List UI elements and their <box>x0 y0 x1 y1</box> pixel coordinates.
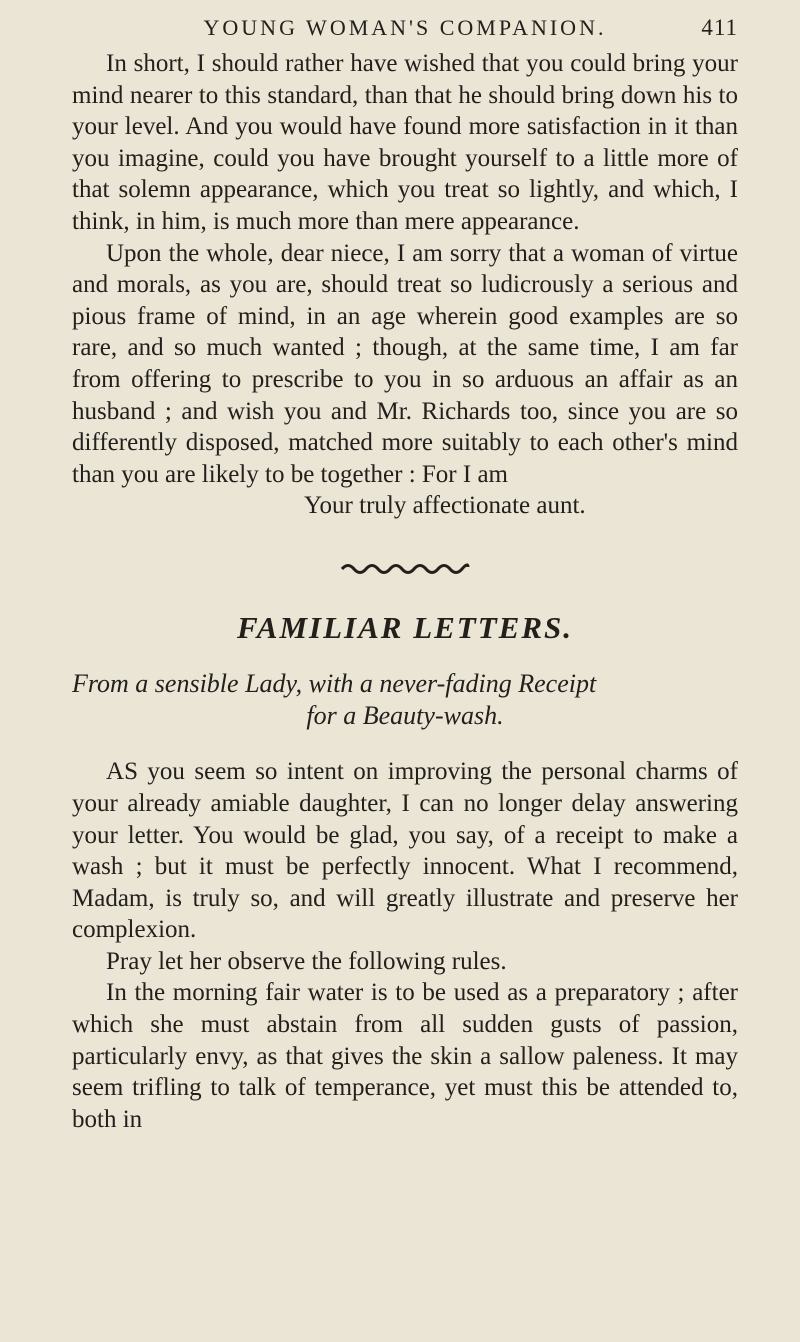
running-head <box>72 8 738 48</box>
letter-heading <box>72 668 738 732</box>
paragraph: AS you seem so intent on improving the personal charms of your already amiable daughter, I can no longer delay answering your letter. You would be glad, you say, of a receipt to make a wash ; but it must be perfectly innocent. What I recommend, Madam, is truly so, and will greatly illustrate and preserve her complexion. <box>72 758 738 944</box>
new-letter <box>72 756 738 1135</box>
section-title: FAMILIAR LETTERS. <box>236 610 574 646</box>
ornament-wave-icon <box>340 560 470 574</box>
continued-letter <box>72 48 738 490</box>
decorative-rule <box>72 544 738 590</box>
page-number: 411 <box>701 15 738 40</box>
paragraph: Upon the whole, dear niece, I am sorry that a woman of virtue and morals, as you are, should treat so ludicrously a serious and pious frame of mind, in an age wherein good examples are so rare, and so much wanted ; though, at the same time, I am far from offering to prescribe to you in so arduous an affair as an husband ; and wish you and Mr. Richards too, since you are so differently disposed, matched more suitably to each other's mind than you are likely to be together : For I am <box>72 239 738 488</box>
letter-signature: Your truly affectionate aunt. <box>304 492 586 520</box>
letter-heading-line: for a Beauty-wash. <box>306 701 504 731</box>
letter-heading-line: From a sensible Lady, with a never-fading Receipt <box>72 669 597 699</box>
running-title: YOUNG WOMAN'S COMPANION. <box>203 15 607 40</box>
paragraph: Pray let her observe the following rules. <box>106 947 507 975</box>
paragraph: In short, I should rather have wished that you could bring your mind nearer to this standard, than that he should bring down his to your level. And you would have found more satisfaction in it than you imagine, could you have brought yourself to a little more of that solemn appearance, which you treat so lightly, and which, I think, in him, is much more than mere appearance. <box>72 50 738 235</box>
paragraph: In the morning fair water is to be used as a preparatory ; after which she must abstain from all sudden gusts of passion, particularly envy, as that gives the skin a sallow paleness. It may seem trifling to talk of temperance, yet must this be attended to, both in <box>72 979 738 1133</box>
